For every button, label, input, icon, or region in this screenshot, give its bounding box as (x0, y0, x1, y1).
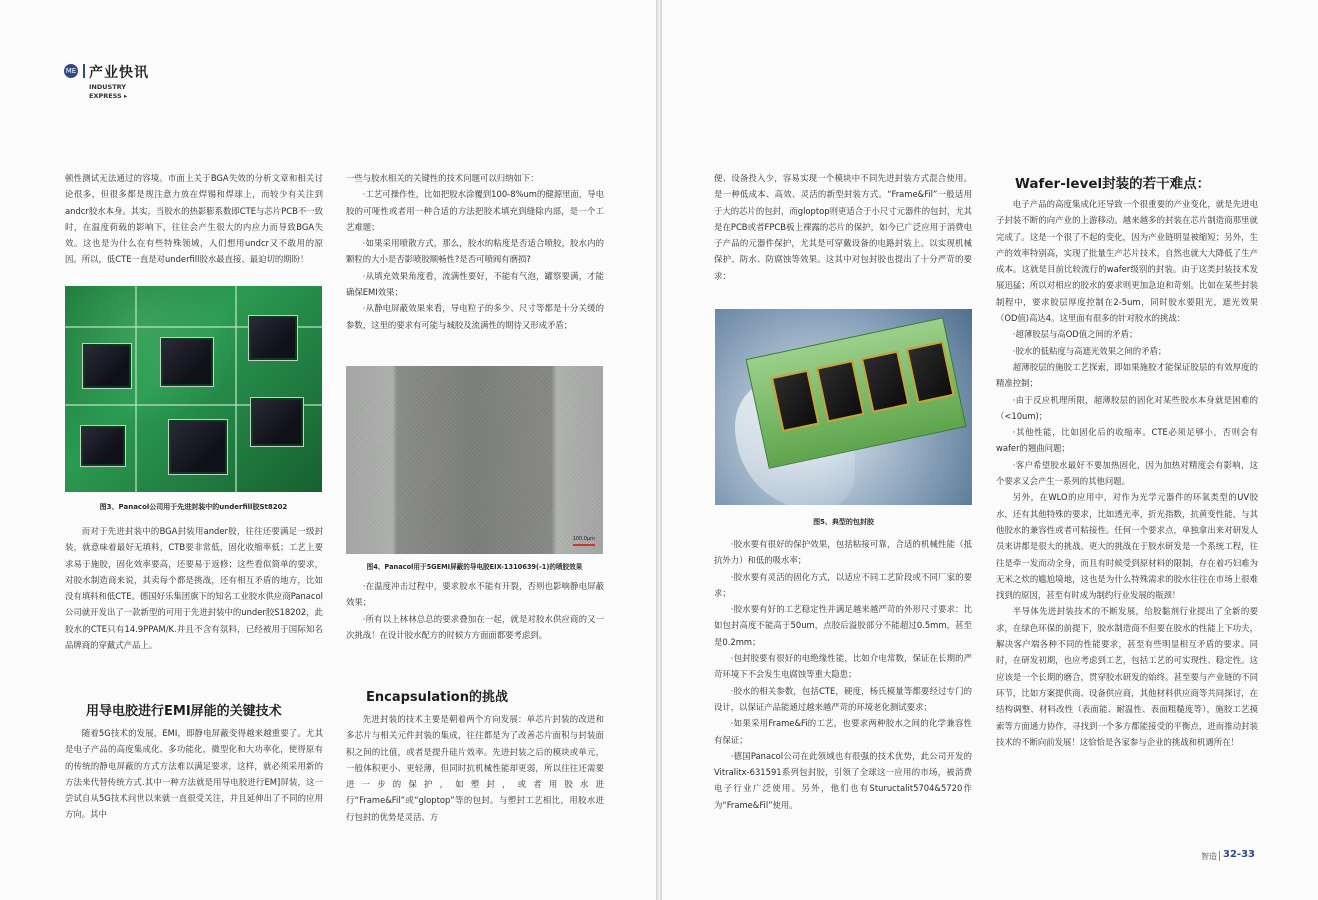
figure-4-caption: 图4、Panacol用于5GEMI屏蔽的导电胶EIX-1310639(-1)的喷胶效果 (366, 563, 583, 571)
paragraph: 便、设备投入少，容易实现一个模块中不同先进封装方式混合使用。是一种低成本、高效、灵活的新型封装方式。“Frame&Fil”一般适用于大的芯片的包封，而gloptop则更适合于小尺寸元器件的包封，尤其是在PCB或者FPCB板上裸露的芯片的保护，如今已广泛应用于消费电子产品的元器件保护，尤其是可穿戴设备的电路封装上。以实现机械保护、防水、防腐蚀等效果。这其中对包封胶也提出了十分严苛的要求： (714, 173, 972, 281)
column-2-top (346, 170, 604, 333)
bullet-item: ·胶水要有很好的保护效果，包括粘接可靠，合适的机械性能（抵抗外力）和低的吸水率； (714, 539, 972, 566)
magazine-logo-icon: ME (64, 64, 78, 78)
bullet-item: ·由于反应机理所限，超薄胶层的固化对某些胶水本身就是困难的（<10um)； (996, 394, 1258, 421)
column-4-wafer (996, 196, 1258, 750)
figure-5-encapsulation-photo (715, 309, 972, 505)
bullet-item: ·从静电屏蔽效果来看，导电粒子的多少、尺寸等都是十分关缓的参数，这里的要求有可能与城胶及流满性的期待又形成矛盾； (346, 303, 604, 330)
column-1-intro (65, 170, 323, 268)
bullet-item: ·胶水要有好的工艺稳定性并满足越来越严苛的外形尺寸要求：比如包封高度不能高于50um，点胶后溢胶部分不能超过0.5mm，甚至是0.2mm； (714, 604, 972, 647)
bullet-item: ·胶水要有灵活的固化方式，以适应不同工艺阶段或不同厂家的要求； (714, 571, 972, 598)
paragraph: 半导体先进封装技术的不断发展，给胶黏剂行业提出了全新的要求，在绿色环保的前提下，胶水制造商不但要在胶水的性能上下功夫，解决客户端各种不同的性能要求，甚至有些明显相互矛盾的要求。同时，在研发初期，也应考虑到工艺，包括工艺的可实现性、稳定性。这应该是一个长期的磨合，贯穿胶水研发的始终。甚至要与产业链的不同环节，比如方案提供商、设备供应商，其他材料供应商等共同探讨，在结构调整、材料改性（表面能、耐温性、表面粗糙度等），施胶工艺摸索等方面通力协作，寻找到一个多方都能接受的平衡点，进而推动封装技术的不断向前发展！这恰恰是各家参与企业的挑战和机遇所在！ (996, 606, 1258, 747)
column-3-top (714, 170, 972, 284)
paragraph: 电子产品的高度集成化还导致一个很重要的产业变化，就是先进电子封装不断的向产业的上游移动。越来越多的封装在芯片制造商那里就完成了。这是一个很了不起的变化，因为产业链明显被缩短；另外，生产的效率特别高，实现了批量生产芯片技术，自然也就大大降低了生产成本。这就是目前比较流行的wafer级别的封装。由于这类封装技术发展迅猛；所以对相应的胶水的要求则更加急迫和苛刻。比如在某些封装制程中，要求胶层厚度控制在2-5um，同时胶水要阻光，遮光效果（OD值)高达4。这里面有很多的针对胶水的挑战： (996, 199, 1258, 324)
bullet-item: ·包封胶要有很好的电绝缘性能，比如介电常数，保证在长期的严苛环境下不会发生电腐蚀等重大隐患； (714, 653, 972, 680)
scale-bar (573, 544, 595, 546)
page-numbers: 32-33 (1223, 849, 1255, 860)
paragraph: 超薄胶层的施胶工艺探索，即如果施胶才能保证胶层的有效厚度的精准控制； (996, 361, 1258, 389)
paragraph: 一些与胶水相关的关键性的技术问题可以归纳如下： (346, 173, 539, 183)
bullet-item: ·从填充效果角度看，流满性要好，不能有气泡，罐察要满，才能确保EMI效果； (346, 270, 604, 298)
paragraph: 随着5G技术的发展，EMI，即静电屏蔽变得越来越重要了。尤其是电子产品的高度集成化、多功能化，微型化和大功率化，使得原有的传统的静电屏蔽的方式方法难以满足要求，这样，就必须采用新的方法来代替传统方式.其中一种方法就是用导电胶进行EM]屏装，这一尝试自从5G技术问世以来就一直很受关注，并且延伸出了不同的应用方向。其中 (65, 728, 323, 820)
bullet-item: ·客户希望胶水最好不要加热固化，因为加热对精度会有影响，这个要求又会产生一系列的其他问题。 (996, 459, 1258, 487)
paragraph: 而对于先进封装中的BGA封装用ander胶，往往还要满足一级封装，就意味着最好无填料，CTB要非常低，固化收缩率低；工艺上要求易于施胶，固化效率要高，还要易于返修；这些看似简单的要求，对胶水制造商来说，其卖每个都是挑战，还有相互矛盾的地方，比如没有填料和低CTE。德国好乐集团旗下的知名工业胶水供应商Panacol公司就开发出了一款新型的可用于先进封装中的under胶S18202，此胶水的CTE只有14.9PPAM/K.并且不含有氛料，已经被用于国际知名品牌商的穿戴式产品上。 (65, 526, 323, 651)
bullet-item: ·工艺可操作性，比如把胶水涂覆到100-8%um的健源里面，导电胶的可哑性或者用一种合适的方法把胶术填充到缝除内部，是一个工艺难题； (346, 189, 604, 232)
bullet-item: ·在温度冲击过程中，要求胶水不能有开裂，否则也影响静电屏蔽效果； (346, 581, 604, 608)
section-subtitle: INDUSTRY EXPRESS ▸ (89, 83, 128, 100)
bullet-item: ·超薄胶层与高OD值之间的矛盾； (1012, 329, 1138, 340)
paragraph: 另外，在WLO的应用中，对作为光学元器件的环氧类型的UV胶水，还有其他特殊的要求，比如透光率，折光指数，抗黄变性能，与其他胶水的兼容性或者可粘接性。任何一个要求点，单独拿出来对研发人员来讲都是很大的挑战。更大的挑战在于胶水研发是一个系统工程，往往是牵一发而动全身，而且有时候受到原材料的限制，存在着巧妇难为无米之炊的尴尬境地，这也是为什么特殊需求的胶水往往在市场上很难找到的原因，甚至有时成为制约行业发展的瓶颈！ (996, 492, 1258, 601)
heading-emi-shielding: 用导电胶进行EMI屏能的关键技术 (86, 704, 282, 719)
paragraph: 顿性测试无法通过的容境。市面上关于BGA失效的分析文章和相关讨论很多，但很多都是规注意力放在焊锡和焊球上，而较少有关注到andcr胶水本身。其实，当胶水的热影膨系数即CTE与芯片PCB不一致时，在温度荷载的影响下，往往会产生很大的内应力而导致BGA失效。这也是为什么在有些特殊领域，人们想用undcr又不敢用的原因。所以，低CTE一直是对underfill胶水最直接、最迫切的期盼！ (65, 173, 323, 265)
column-1-body (65, 523, 323, 653)
column-1-emi (65, 725, 323, 823)
magazine-name: 智造 (1201, 852, 1217, 861)
column-2-encapsulation (346, 711, 604, 825)
header-divider (83, 64, 85, 78)
figure-4-microscope-photo (346, 366, 603, 554)
paragraph: 先进封装的技术主要是朝着两个方向发展：单芯片封装的改进和多芯片与相关元件封装的集成，往往都是为了改善芯片面积与封装面积之间的比值，或者是提升硅片效率。先进封装之后的模块或单元，一般体积更小、更轻薄，但同时抗机械性能却更弱，所以往往还需要进一步的保护，如塑封，或者用胶水进行“Frame&Fil”或“gloptop”等的包封。与塑封工艺相比，用胶水进行包封的优势是灵活、方 (346, 714, 604, 822)
bullet-item: ·其他性能，比如固化后的收缩率。CTE必须足够小，否则会有wafer的翘曲问题； (996, 427, 1258, 454)
section-title: 产业快讯 (89, 65, 149, 81)
column-2-mid (346, 578, 604, 643)
bullet-item: ·所有以上林林总总的要求叠加在一起，就是对胶水供应商的又一次挑战！在设计胶水配方的时候方方面面都要考虑到。 (346, 613, 604, 640)
heading-encapsulation: Encapsulation的挑战 (366, 690, 508, 705)
figure-3-caption: 图3、Panacol公司用于先进封装中的underfill胶St8202 (99, 503, 288, 511)
left-page (0, 0, 656, 900)
right-page (662, 0, 1318, 900)
bullet-item: ·如果采用喷散方式，那么，胶水的粘度是否适合喷胶，胶水内的颗粒的大小是否影喷胶顺畅性?是否可喷阀有磨损? (346, 238, 604, 265)
bullet-item: ·德国Panacol公司在此领域也有很强的技术优势，此公司开发的Vitralitx-631591系列包封胶，引领了全球这一应用的市场，被消费电子行业广泛使用。另外，他们也有Stuructalit5704&5720作为“Frame&Fil”使用。 (714, 750, 972, 810)
bullet-item: ·胶水的低粘度与高遮光效果之间的矛盾； (1012, 345, 1167, 356)
bullet-item: ·胶水的相关参数，包括CTE，硬度，杨氏模量等都要经过专门的设计，以保证产品能通过越来越严苛的环境老化测试要求； (714, 685, 972, 712)
scale-label: 100.0μm (572, 536, 595, 542)
footer-divider (1219, 851, 1220, 861)
heading-wafer-level: Wafer-level封装的若干难点： (1015, 176, 1211, 192)
figure-3-pcb-photo (65, 286, 322, 492)
column-3-requirements (714, 536, 972, 813)
bullet-item: ·如果采用Frame&Fi的工艺，也要求两种胶水之间的化学兼容性有保证； (714, 718, 972, 745)
figure-5-caption: 图5、典型的包封胶 (813, 518, 874, 526)
